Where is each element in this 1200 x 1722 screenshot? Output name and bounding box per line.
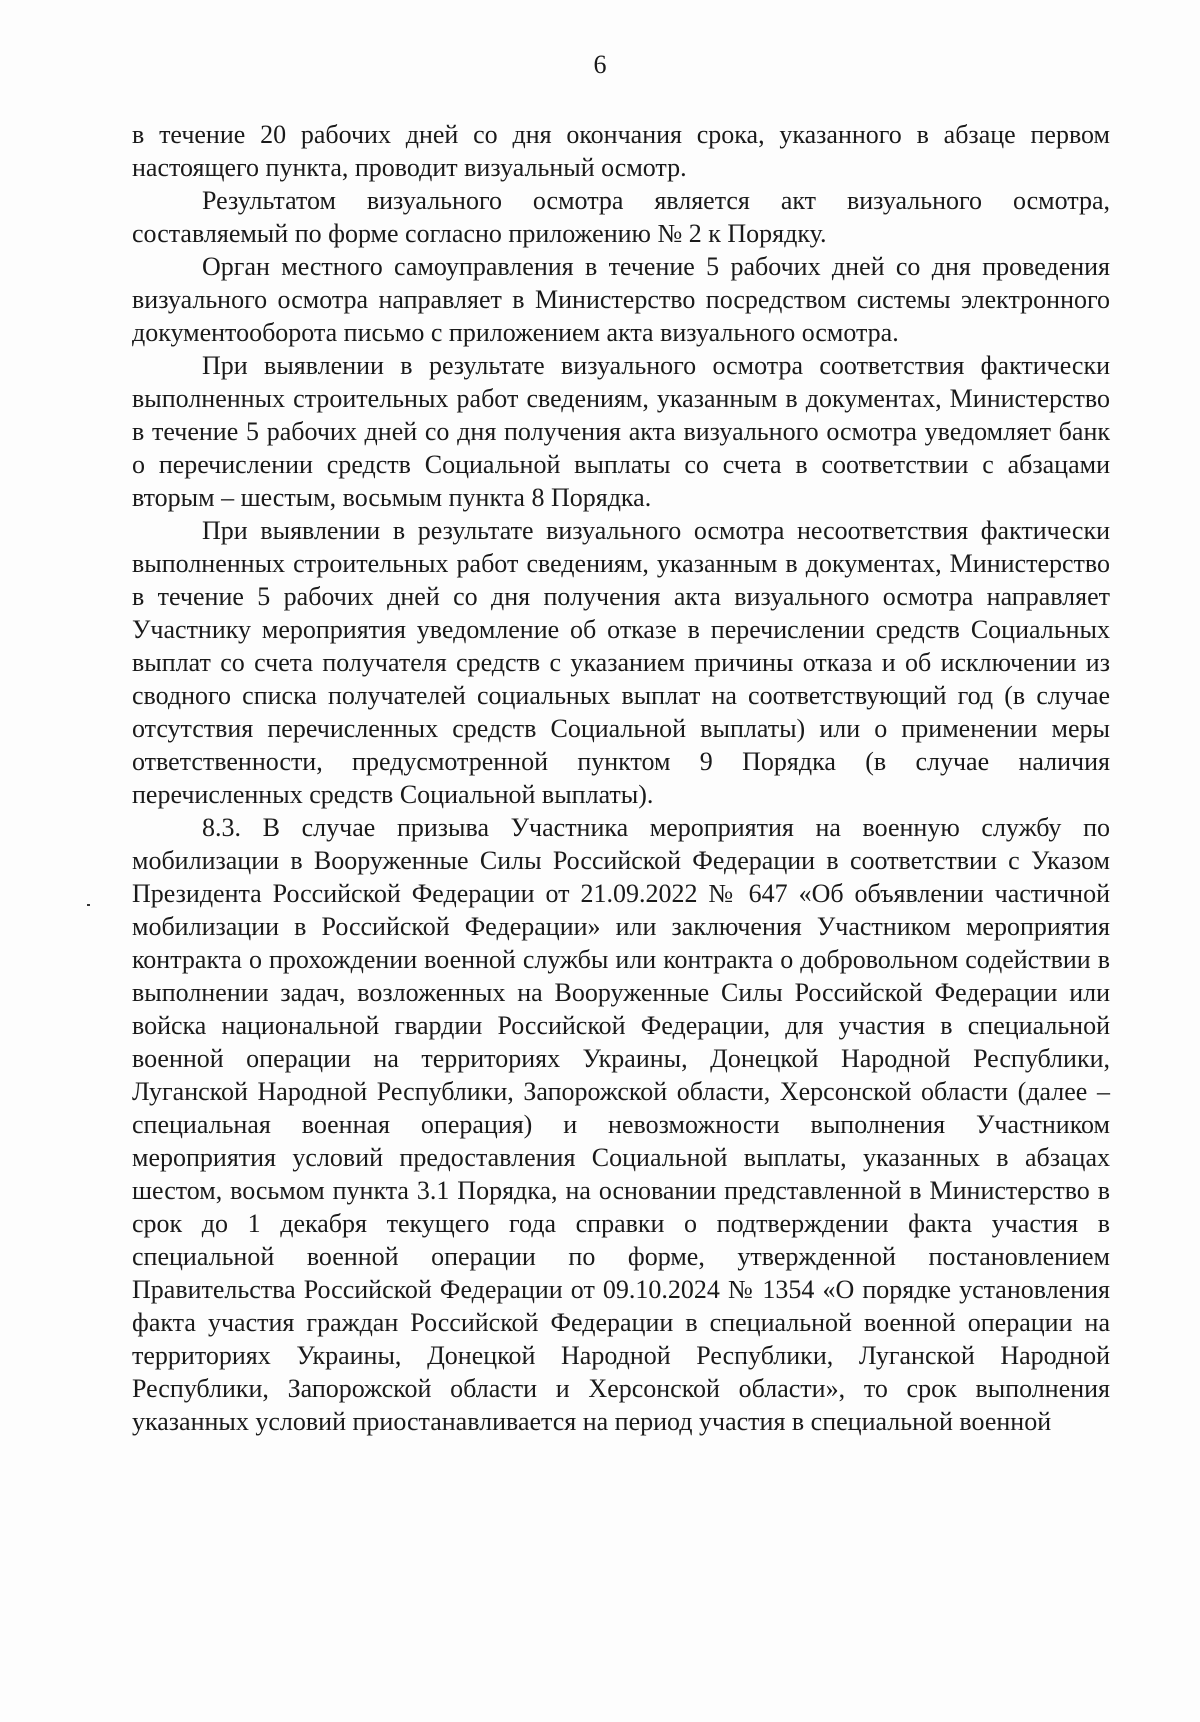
page-number: 6 — [593, 50, 607, 79]
document-body — [132, 118, 1110, 1438]
paragraph-noncompliance: При выявлении в результате визуального осмотра несоответствия фактически выполненных строительных работ сведениям, указанным в документах, Министерство в течение 5 рабочих дней со дня получения акта визуального осмотра направляет Участнику мероприятия уведомление об отказе в перечислении средств Социальных выплат со счета получателя средств с указанием причины отказа и об исключении из сводного списка получателей социальных выплат на соответствующий год (в случае отсутствия перечисленных средств Социальной выплаты) или о применении меры ответственности, предусмотренной пунктом 9 Порядка (в случае наличия перечисленных средств Социальной выплаты). — [132, 516, 1110, 809]
paragraph-local-authority: Орган местного самоуправления в течение 5 рабочих дней со дня проведения визуального осмотра направляет в Министерство посредством системы электронного документооборота письмо с приложением акта визуального осмотра. — [132, 252, 1110, 347]
paragraph-compliance: При выявлении в результате визуального осмотра соответствия фактически выполненных строительных работ сведениям, указанным в документах, Министерство в течение 5 рабочих дней со дня получения акта визуального осмотра уведомляет банк о перечислении средств Социальной выплаты со счета в соответствии с абзацами вторым – шестым, восьмым пункта 8 Порядка. — [132, 351, 1110, 512]
paragraph-inspection-result: Результатом визуального осмотра является акт визуального осмотра, составляемый по форме согласно приложению № 2 к Порядку. — [132, 186, 1110, 248]
scan-speck — [87, 904, 90, 906]
paragraph-continuation: в течение 20 рабочих дней со дня окончания срока, указанного в абзаце первом настоящего пункта, проводит визуальный осмотр. — [132, 120, 1110, 182]
paragraph-8-3: 8.3. В случае призыва Участника мероприятия на военную службу по мобилизации в Вооруженные Силы Российской Федерации в соответствии с Указом Президента Российской Федерации от 21.09.2022 № 647 «Об объявлении частичной мобилизации в Российской Федерации» или заключения Участником мероприятия контракта о прохождении военной службы или контракта о добровольном содействии в выполнении задач, возложенных на Вооруженные Силы Российской Федерации или войска национальной гвардии Российской Федерации, для участия в специальной военной операции на территориях Украины, Донецкой Народной Республики, Луганской Народной Республики, Запорожской области, Херсонской области (далее – специальная военная операция) и невозможности выполнения Участником мероприятия условий предоставления Социальной выплаты, указанных в абзацах шестом, восьмом пункта 3.1 Порядка, на основании представленной в Министерство в срок до 1 декабря текущего года справки о подтверждении факта участия в специальной военной операции по форме, утвержденной постановлением Правительства Российской Федерации от 09.10.2024 № 1354 «О порядке установления факта участия граждан Российской Федерации в специальной военной операции на территориях Украины, Донецкой Народной Республики, Луганской Народной Республики, Запорожской области и Херсонской области», то срок выполнения указанных условий приостанавливается на период участия в специальной военной — [132, 813, 1110, 1436]
